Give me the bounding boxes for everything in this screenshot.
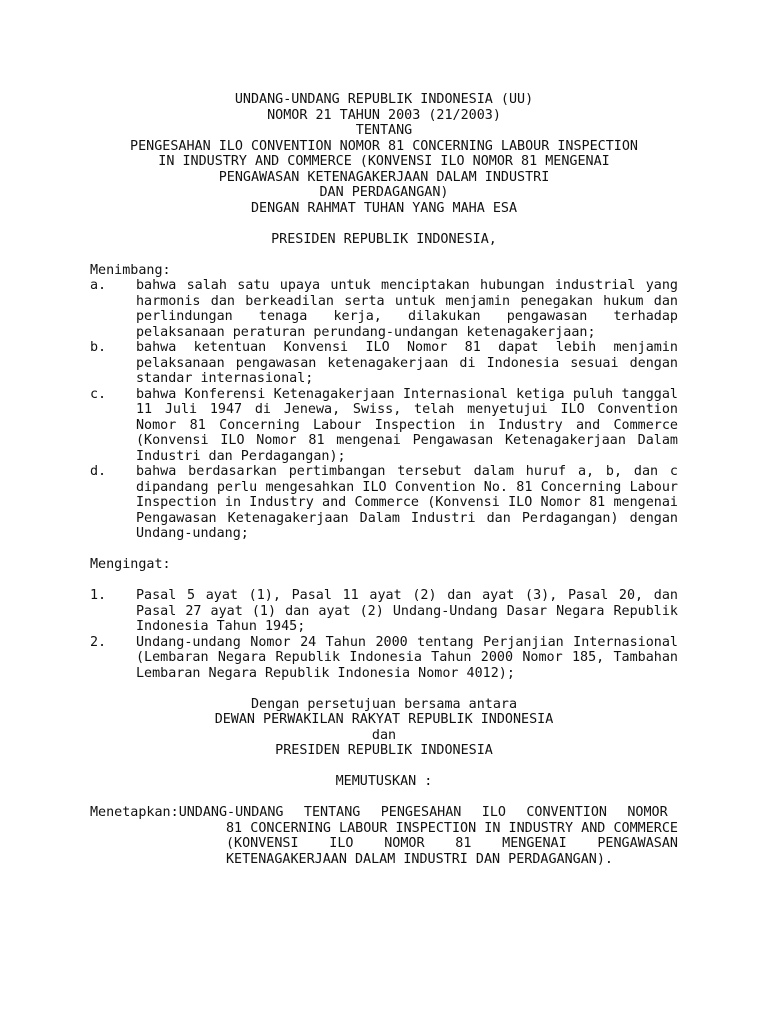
list-item — [90, 387, 678, 465]
memutuskan-heading: MEMUTUSKAN : — [335, 774, 433, 789]
header-line: UNDANG-UNDANG REPUBLIK INDONESIA (UU) — [234, 92, 534, 107]
approval-line: dan — [371, 727, 397, 743]
list-item — [90, 340, 678, 387]
approval-line: DEWAN PERWAKILAN RAKYAT REPUBLIK INDONESIA — [214, 712, 554, 727]
menetapkan-first-line: UNDANG-UNDANG TENTANG PENGESAHAN ILO CONVENTION NOMOR — [178, 805, 668, 820]
menetapkan-label: Menetapkan: — [90, 805, 179, 820]
item-marker: d. — [90, 464, 107, 479]
header-line: IN INDUSTRY AND COMMERCE (KONVENSI ILO NOMOR 81 MENGENAI — [158, 154, 610, 169]
mengingat-label: Mengingat: — [90, 557, 171, 572]
item-text: bahwa ketentuan Konvensi ILO Nomor 81 dapat lebih menjamin pelaksanaan pengawasan ketenagakerjaan di Indonesia sesuai dengan standar internasional; — [136, 340, 678, 386]
list-item — [90, 278, 678, 340]
header-line: DAN PERDAGANGAN) — [319, 185, 449, 200]
header-line: PENGAWASAN KETENAGAKERJAAN DALAM INDUSTRI — [218, 169, 550, 185]
mengingat-section — [90, 557, 678, 681]
item-text: bahwa berdasarkan pertimbangan tersebut dalam huruf a, b, dan c dipandang perlu mengesahkan ILO Convention No. 81 Concerning Labour Inspection in Industry and Commerce (Konvensi ILO Nomor 81 mengenai Pengawasan Ketenagakerjaan Dalam Industri dan Perdagangan) dengan Undang-undang; — [136, 464, 678, 541]
president-heading: PRESIDEN REPUBLIK INDONESIA, — [271, 231, 497, 247]
header-line: NOMOR 21 TAHUN 2003 (21/2003) — [267, 107, 501, 123]
approval-line: Dengan persetujuan bersama antara — [250, 696, 518, 712]
item-marker: 1. — [90, 588, 107, 603]
document-header — [90, 92, 678, 247]
header-line: TENTANG — [355, 123, 413, 138]
menimbang-label: Menimbang: — [90, 262, 171, 278]
item-text: bahwa salah satu upaya untuk menciptakan hubungan industrial yang harmonis dan berkeadilan serta untuk menjamin penegakan hukum dan perlindungan tenaga kerja, dilakukan pengawasan terhadap pelaksanaan peraturan perundang-undangan ketenagakerjaan; — [136, 278, 678, 340]
document-page — [90, 92, 678, 867]
item-text: Pasal 5 ayat (1), Pasal 11 ayat (2) dan ayat (3), Pasal 20, dan Pasal 27 ayat (1) dan ayat (2) Undang-Undang Dasar Negara Republik Indonesia Tahun 1945; — [136, 588, 678, 634]
menetapkan-rest: 81 CONCERNING LABOUR INSPECTION IN INDUSTRY AND COMMERCE (KONVENSI ILO NOMOR 81 MENGENAI PENGAWASAN KETENAGAKERJAAN DALAM INDUSTRI DAN PERDAGANGAN). — [226, 820, 678, 867]
header-line: DENGAN RAHMAT TUHAN YANG MAHA ESA — [250, 200, 518, 216]
list-item — [90, 635, 678, 682]
item-text: Undang-undang Nomor 24 Tahun 2000 tentang Perjanjian Internasional (Lembaran Negara Republik Indonesia Tahun 2000 Nomor 185, Tambahan Lembaran Negara Republik Indonesia Nomor 4012); — [136, 634, 678, 681]
approval-line: PRESIDEN REPUBLIK INDONESIA — [275, 743, 493, 758]
list-item — [90, 588, 678, 635]
item-marker: 2. — [90, 634, 107, 650]
item-marker: b. — [90, 340, 107, 355]
menimbang-section — [90, 263, 678, 542]
header-line: PENGESAHAN ILO CONVENTION NOMOR 81 CONCERNING LABOUR INSPECTION — [130, 138, 638, 154]
menetapkan-section — [90, 805, 678, 867]
item-marker: a. — [90, 278, 107, 293]
approval-block — [90, 697, 678, 790]
item-marker: c. — [90, 386, 107, 402]
item-text: bahwa Konferensi Ketenagakerjaan Internasional ketiga puluh tanggal 11 Juli 1947 di Jenewa, Swiss, telah menyetujui ILO Convention Nomor 81 Concerning Labour Inspection in Industry and Commerce (Konvensi ILO Nomor 81 mengenai Pengawasan Ketenagakerjaan Dalam Industri dan Perdagangan); — [136, 386, 678, 464]
list-item — [90, 464, 678, 542]
